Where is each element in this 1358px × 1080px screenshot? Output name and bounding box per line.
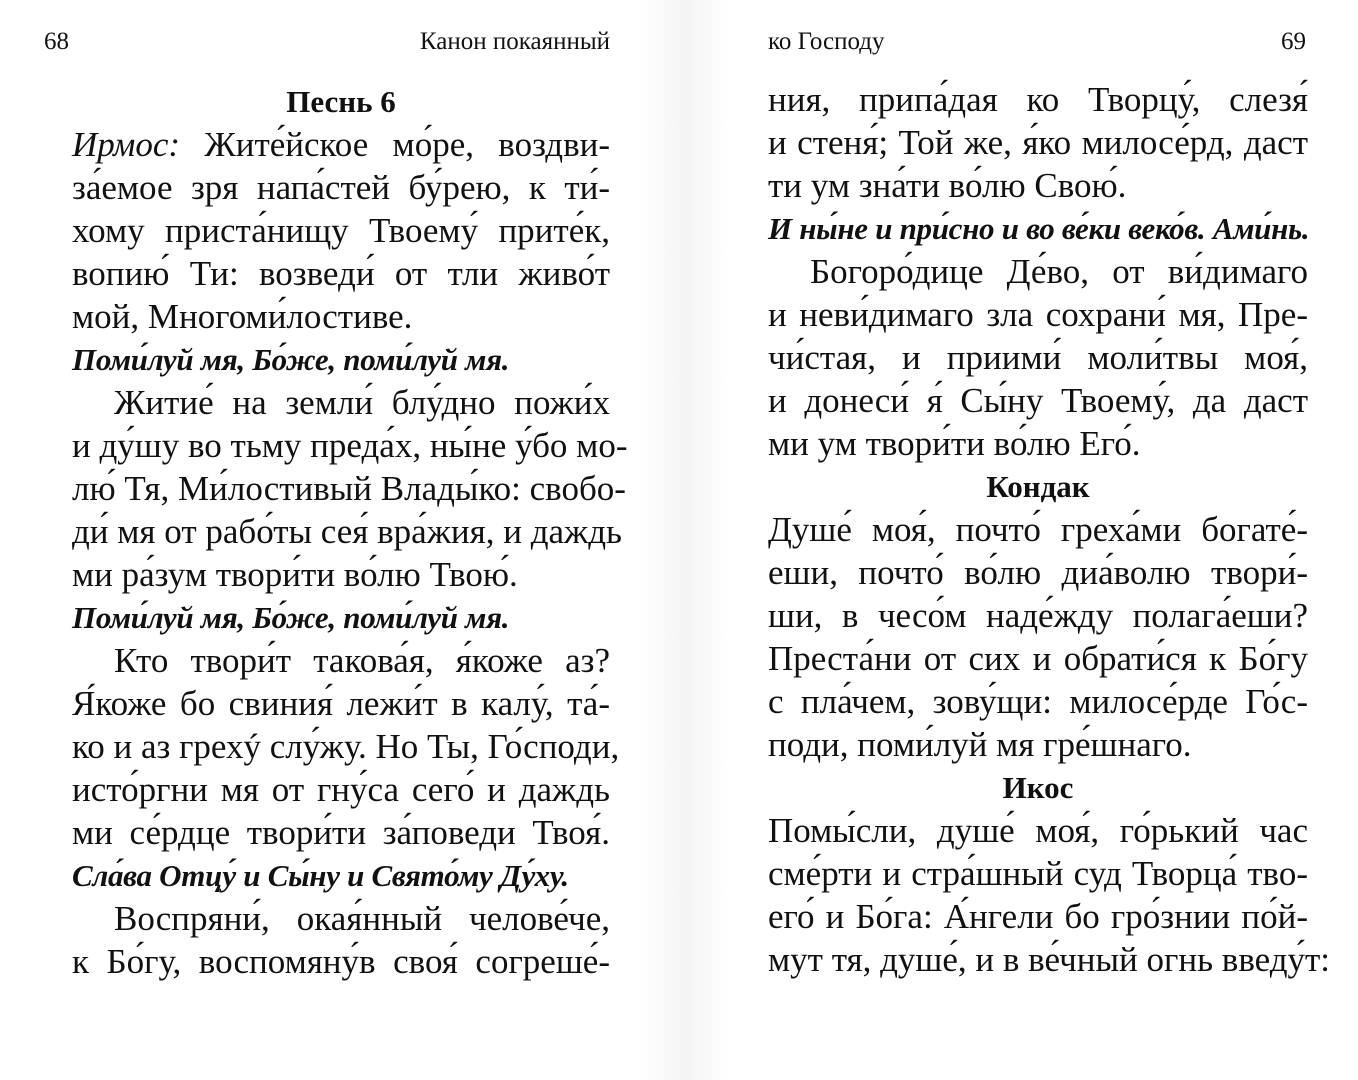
text-line — [72, 553, 610, 596]
text-line — [72, 467, 626, 510]
text-line — [768, 680, 1308, 723]
text-line — [72, 252, 610, 295]
left-page-text — [72, 80, 628, 983]
text-line — [72, 639, 610, 682]
text-line — [72, 381, 610, 424]
line-text: поди, поми́луй мя гре́шнаго. — [768, 725, 1192, 764]
line-text: и ду́шу во тьму преда́х, ны́не у́бо мо- — [72, 426, 628, 465]
book-gutter — [640, 0, 730, 1080]
text-line — [72, 811, 610, 854]
line-text: Кондак — [986, 469, 1090, 504]
line-text: ко и аз грехý слу́жу. Но Ты, Го́споди, — [72, 727, 620, 766]
line-text: Сла́ва Отцу́ и Сы́ну и Свято́му Ду́ху. — [72, 858, 569, 893]
line-text: ши, в чесо́м наде́жду полага́еши? — [768, 596, 1308, 635]
text-line — [768, 551, 1308, 594]
text-line — [768, 422, 1308, 465]
line-text: ми се́рдце твори́ти за́поведи Твоя́. — [72, 813, 610, 852]
irmos-label: Ирмос: — [72, 125, 181, 164]
text-line — [768, 508, 1308, 551]
text-line — [768, 293, 1308, 336]
line-text: ния, припа́дая ко Творцу́, слезя́ — [768, 80, 1308, 119]
line-text: Душе́ моя́, почто́ греха́ми богате́- — [768, 510, 1308, 549]
line-text: ми ра́зум твори́ти во́лю Твою́. — [72, 555, 518, 594]
line-text: и стеня́; Той же, я́ко милосе́рд, даст — [768, 123, 1308, 162]
section-heading — [768, 465, 1308, 508]
line-text: ди́ мя от рабо́ты сея́ вра́жия, и даждь — [72, 512, 623, 551]
line-text: Поми́луй мя, Бо́же, поми́луй мя. — [72, 342, 510, 377]
line-text: за́емое зря напа́стей бу́рею, к ти́- — [72, 168, 610, 207]
line-text: к Бо́гу, воспомяну́в своя́ согреше́- — [72, 942, 610, 981]
line-text: И ны́не и при́сно и во ве́ки веко́в. Ами́нь. — [768, 211, 1310, 246]
text-line — [72, 940, 610, 983]
text-line — [768, 250, 1308, 293]
text-line — [72, 897, 610, 940]
line-text: лю́ Тя, Ми́лостивый Влады́ко: свобо- — [72, 469, 626, 508]
section-heading — [72, 80, 610, 123]
line-text: с пла́чем, зову́щи: милосе́рде Го́с- — [768, 682, 1308, 721]
line-text: Помы́сли, душе́ моя́, го́рький час — [768, 811, 1308, 850]
refrain-line — [72, 338, 610, 381]
text-line — [72, 424, 628, 467]
text-line — [768, 164, 1308, 207]
line-text: сме́рти и стра́шный суд Творца́ тво- — [768, 854, 1308, 893]
line-text: Житие́ на земли́ блу́дно пожи́х — [114, 383, 610, 422]
text-line — [72, 209, 610, 252]
text-line — [72, 123, 610, 166]
line-text: ти ум зна́ти во́лю Свою́. — [768, 166, 1127, 205]
text-line — [768, 594, 1308, 637]
text-line — [768, 895, 1308, 938]
line-text: мой, Многоми́лостиве. — [72, 297, 413, 336]
line-text: чи́стая, и приими́ моли́твы моя́, — [768, 338, 1308, 377]
right-page-number: 69 — [1281, 28, 1306, 55]
text-line — [768, 723, 1308, 766]
text-line — [72, 725, 620, 768]
line-text: и донеси́ я́ Сы́ну Твоему́, да даст — [768, 381, 1308, 420]
text-line — [768, 809, 1308, 852]
text-line — [768, 852, 1308, 895]
line-text: мут тя, душе́, и в ве́чный огнь введу́т: — [768, 940, 1331, 979]
text-line — [72, 768, 610, 811]
line-text: Преста́ни от сих и обрати́ся к Бо́гу — [768, 639, 1308, 678]
line-text: Я́коже бо свиния́ лежи́т в калу́, та́- — [72, 684, 610, 723]
line-text: Богоро́дице Де́во, от ви́димаго — [810, 252, 1308, 291]
refrain-line — [72, 596, 610, 639]
line-text: Песнь 6 — [286, 84, 396, 119]
line-text: ми ум твори́ти во́лю Его́. — [768, 424, 1141, 463]
left-page-number: 68 — [44, 28, 69, 55]
line-text: Кто твори́т такова́я, я́коже аз? — [114, 641, 610, 680]
right-page-text — [768, 78, 1331, 981]
text-line — [768, 336, 1308, 379]
left-running-head: Канон покаянный — [419, 28, 610, 55]
line-text: исто́ргни мя от гну́са сего́ и даждь — [72, 770, 610, 809]
line-text: Поми́луй мя, Бо́же, поми́луй мя. — [72, 600, 510, 635]
line-text: хому приста́нищу Твоему́ прите́к, — [72, 211, 610, 250]
refrain-line — [768, 207, 1308, 250]
refrain-line — [72, 854, 610, 897]
text-line — [72, 295, 610, 338]
text-line — [768, 938, 1331, 981]
text-line — [768, 121, 1308, 164]
line-text: Икос — [1002, 770, 1074, 805]
text-line — [72, 510, 623, 553]
line-text: и неви́димаго зла сохрани́ мя, Пре- — [768, 295, 1308, 334]
text-line — [768, 637, 1308, 680]
line-text: еши, почто́ во́лю диа́волю твори́- — [768, 553, 1308, 592]
text-line — [72, 682, 610, 725]
line-text: его́ и Бо́га: А́нгели бо гро́знии по́й- — [768, 897, 1308, 936]
line-text: вопию́ Ти: возведи́ от тли живо́т — [72, 254, 610, 293]
section-heading — [768, 766, 1308, 809]
text-line — [72, 166, 610, 209]
line-text: Воспряни́, окая́нный челове́че, — [114, 899, 610, 938]
right-running-head: ко Господу — [768, 28, 885, 55]
text-line — [768, 78, 1308, 121]
line-text: Жите́йское мо́ре, воздви- — [180, 125, 610, 164]
text-line — [768, 379, 1308, 422]
